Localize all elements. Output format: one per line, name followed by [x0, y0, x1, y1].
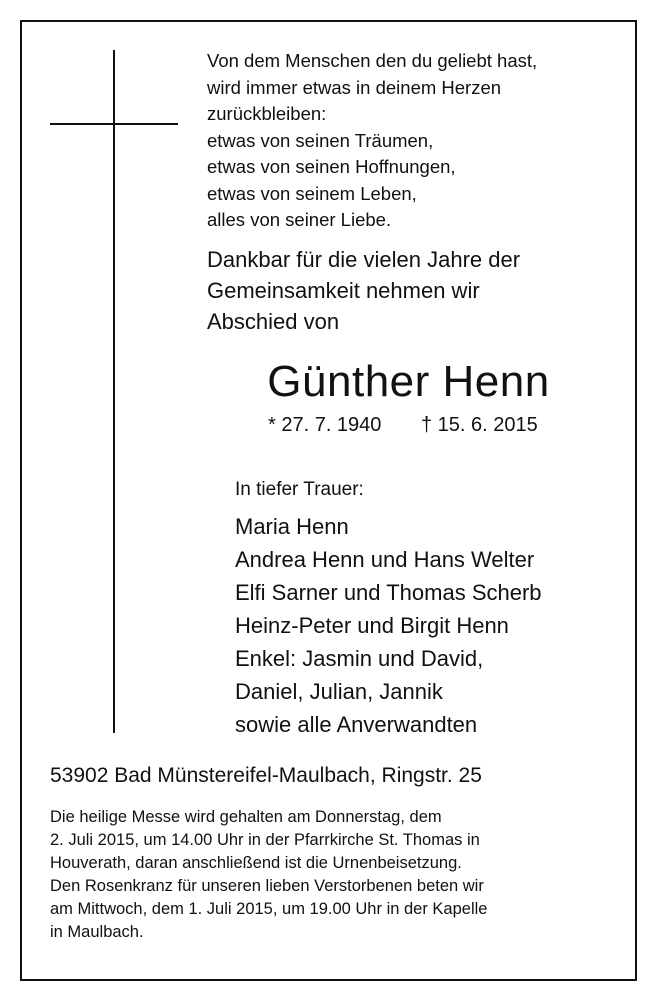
poem	[207, 48, 537, 234]
mourner: sowie alle Anverwandten	[235, 712, 478, 737]
mourner: Enkel: Jasmin und David,	[235, 646, 484, 671]
mass-notice	[50, 806, 610, 875]
mourners-list	[235, 510, 542, 741]
rosary-notice-line: am Mittwoch, dem 1. Juli 2015, um 19.00 Uhr in der Kapelle	[50, 900, 488, 918]
cross-icon-bar	[50, 123, 178, 125]
death-date: † 15. 6. 2015	[421, 414, 538, 436]
address: 53902 Bad Münstereifel-Maulbach, Ringstr. 25	[50, 764, 482, 787]
poem-line: zurückbleiben:	[207, 103, 327, 124]
mass-notice-line: Die heilige Messe wird gehalten am Donnerstag, dem	[50, 808, 442, 826]
poem-line: alles von seiner Liebe.	[207, 209, 392, 230]
poem-line: Von dem Menschen den du geliebt hast,	[207, 50, 538, 71]
poem-line: etwas von seinem Leben,	[207, 182, 417, 204]
mourner: Andrea Henn und Hans Welter	[235, 547, 535, 572]
mass-notice-line: 2. Juli 2015, um 14.00 Uhr in der Pfarrkirche St. Thomas in	[50, 831, 480, 849]
intro-line: Gemeinsamkeit nehmen wir	[207, 278, 480, 303]
mourner: Maria Henn	[235, 514, 349, 539]
intro-line: Dankbar für die vielen Jahre der	[207, 247, 521, 272]
poem-line: etwas von seinen Träumen,	[207, 129, 434, 151]
mourner: Daniel, Julian, Jannik	[235, 679, 443, 704]
mourning-heading: In tiefer Trauer:	[235, 479, 364, 500]
birth-date: * 27. 7. 1940	[268, 414, 382, 436]
intro-line: Abschied von	[207, 309, 340, 334]
poem-line: etwas von seinen Hoffnungen,	[207, 156, 456, 177]
deceased-name: Günther Henn	[267, 357, 550, 406]
rosary-notice-line: in Maulbach.	[50, 923, 144, 941]
intro-text	[207, 244, 520, 337]
mourner: Elfi Sarner und Thomas Scherb	[235, 580, 542, 605]
rosary-notice-line: Den Rosenkranz für unseren lieben Verstorbenen beten wir	[50, 877, 484, 895]
life-dates	[268, 412, 538, 438]
rosary-notice	[50, 875, 610, 944]
poem-line: wird immer etwas in deinem Herzen	[207, 76, 502, 98]
mass-notice-line: Houverath, daran anschließend ist die Urnenbeisetzung.	[50, 854, 462, 872]
mourner: Heinz-Peter und Birgit Henn	[235, 613, 509, 638]
